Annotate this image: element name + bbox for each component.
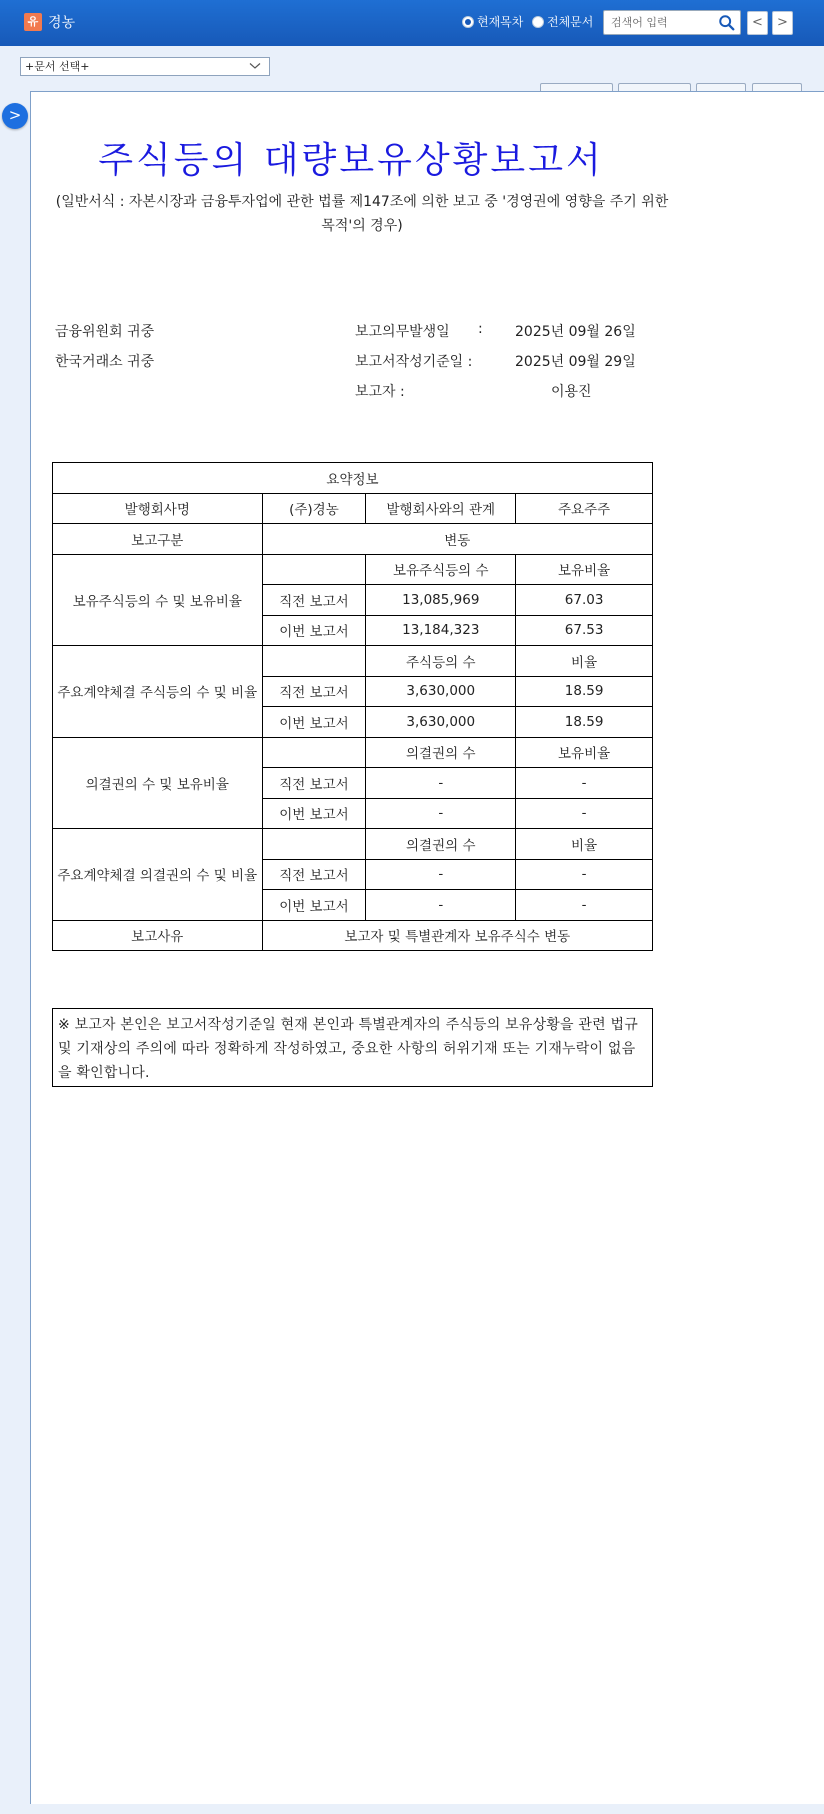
relation-value: 주요주주 xyxy=(516,493,653,524)
search-box xyxy=(603,10,741,35)
reporter-name: 이용진 xyxy=(551,384,592,400)
holdings-label: 보유주식등의 수 및 보유비율 xyxy=(53,554,263,646)
voting-curr-ratio: - xyxy=(516,798,653,829)
empty-cell xyxy=(262,829,366,860)
holdings-prev-shares: 13,085,969 xyxy=(366,585,516,616)
radio-all-label: 전체문서 xyxy=(547,15,594,29)
this-report-label: 이번 보고서 xyxy=(262,707,366,738)
contract-shares-curr: 3,630,000 xyxy=(366,707,516,738)
contract-shares-prev: 3,630,000 xyxy=(366,676,516,707)
holdings-curr-shares: 13,184,323 xyxy=(366,615,516,646)
chevron-right-icon: > xyxy=(777,15,788,30)
holdings-col1: 보유주식등의 수 xyxy=(366,554,516,585)
issuer-label: 발행회사명 xyxy=(53,493,263,524)
contract-voting-prev-count: - xyxy=(366,859,516,890)
radio-current-label: 현재목차 xyxy=(477,15,524,29)
voting-col1: 의결권의 수 xyxy=(366,737,516,768)
basis-date-label: 보고서작성기준일 : xyxy=(355,354,473,370)
voting-prev-count: - xyxy=(366,768,516,799)
chevron-down-icon xyxy=(249,60,261,72)
voting-label: 의결권의 수 및 보유비율 xyxy=(53,737,263,829)
next-result-button[interactable] xyxy=(772,11,793,35)
contract-shares-col1: 주식등의 수 xyxy=(366,646,516,677)
certification-note: ※ 보고자 본인은 보고서작성기준일 현재 본인과 특별관계자의 주식등의 보유상황을 관련 법규 및 기재상의 주의에 따라 정확하게 작성하였고, 중요한 사항의 허위기재 또는 기재누락이 없음을 확인합니다. xyxy=(52,1008,653,1087)
table-row xyxy=(53,646,653,677)
summary-table xyxy=(52,462,653,951)
voting-col2: 보유비율 xyxy=(516,737,653,768)
contract-ratio-prev: 18.59 xyxy=(516,676,653,707)
voting-curr-count: - xyxy=(366,798,516,829)
search-icon[interactable] xyxy=(718,14,736,32)
relation-label: 발행회사와의 관계 xyxy=(366,493,516,524)
issuer-value: (주)경농 xyxy=(262,493,366,524)
recipient-krx: 한국거래소 귀중 xyxy=(55,354,155,370)
table-row xyxy=(53,920,653,951)
contract-voting-col2: 비율 xyxy=(516,829,653,860)
report-type-value: 변동 xyxy=(262,524,652,555)
reason-label: 보고사유 xyxy=(53,920,263,951)
empty-cell xyxy=(262,737,366,768)
prev-report-label: 직전 보고서 xyxy=(262,585,366,616)
contract-voting-curr-ratio: - xyxy=(516,890,653,921)
empty-cell xyxy=(262,646,366,677)
table-row xyxy=(53,737,653,768)
this-report-label: 이번 보고서 xyxy=(262,890,366,921)
contract-ratio-curr: 18.59 xyxy=(516,707,653,738)
report-type-label: 보고구분 xyxy=(53,524,263,555)
basis-date: 2025년 09월 29일 xyxy=(515,354,636,370)
document-viewer xyxy=(30,91,824,1804)
document-title: 주식등의 대량보유상황보고서 xyxy=(98,140,604,181)
contract-voting-curr-count: - xyxy=(366,890,516,921)
table-row xyxy=(53,463,653,494)
this-report-label: 이번 보고서 xyxy=(262,615,366,646)
search-input[interactable] xyxy=(604,11,714,34)
prev-report-label: 직전 보고서 xyxy=(262,768,366,799)
toc-toggle-button[interactable] xyxy=(2,103,28,129)
holdings-col2: 보유비율 xyxy=(516,554,653,585)
holdings-prev-ratio: 67.03 xyxy=(516,585,653,616)
empty-cell xyxy=(262,554,366,585)
table-row xyxy=(53,493,653,524)
summary-caption: 요약정보 xyxy=(53,463,653,494)
document-select[interactable] xyxy=(20,57,270,76)
company-badge-icon: 유 xyxy=(24,13,42,31)
radio-unchecked-icon[interactable] xyxy=(532,16,544,28)
voting-prev-ratio: - xyxy=(516,768,653,799)
table-row xyxy=(53,829,653,860)
chevron-right-icon: > xyxy=(8,106,22,124)
obligation-colon: : xyxy=(478,321,483,337)
contract-shares-col2: 비율 xyxy=(516,646,653,677)
top-bar xyxy=(0,0,824,46)
document-select-value: +문서 선택+ xyxy=(25,60,90,73)
reason-value: 보고자 및 특별관계자 보유주식수 변동 xyxy=(262,920,652,951)
table-row xyxy=(53,524,653,555)
prev-report-label: 직전 보고서 xyxy=(262,859,366,890)
document-subtitle: (일반서식 : 자본시장과 금융투자업에 관한 법률 제147조에 의한 보고 중 '경영권에 영향을 주기 위한 목적'의 경우) xyxy=(55,194,669,234)
prev-report-label: 직전 보고서 xyxy=(262,676,366,707)
radio-current-toc[interactable] xyxy=(462,13,523,30)
radio-all-docs[interactable] xyxy=(532,13,593,30)
table-row xyxy=(53,554,653,585)
reporter-label: 보고자 : xyxy=(355,384,405,400)
this-report-label: 이번 보고서 xyxy=(262,798,366,829)
prev-result-button[interactable] xyxy=(747,11,768,35)
recipient-fsc: 금융위원회 귀중 xyxy=(55,324,155,340)
contract-voting-prev-ratio: - xyxy=(516,859,653,890)
holdings-curr-ratio: 67.53 xyxy=(516,615,653,646)
company-name[interactable]: 경농 xyxy=(48,15,76,31)
contract-voting-label: 주요계약체결 의결권의 수 및 비율 xyxy=(53,829,263,921)
obligation-date-label: 보고의무발생일 xyxy=(355,324,450,340)
contract-shares-label: 주요계약체결 주식등의 수 및 비율 xyxy=(53,646,263,738)
radio-checked-icon[interactable] xyxy=(462,16,474,28)
contract-voting-col1: 의결권의 수 xyxy=(366,829,516,860)
obligation-date: 2025년 09월 26일 xyxy=(515,324,636,340)
chevron-left-icon: < xyxy=(752,15,763,30)
